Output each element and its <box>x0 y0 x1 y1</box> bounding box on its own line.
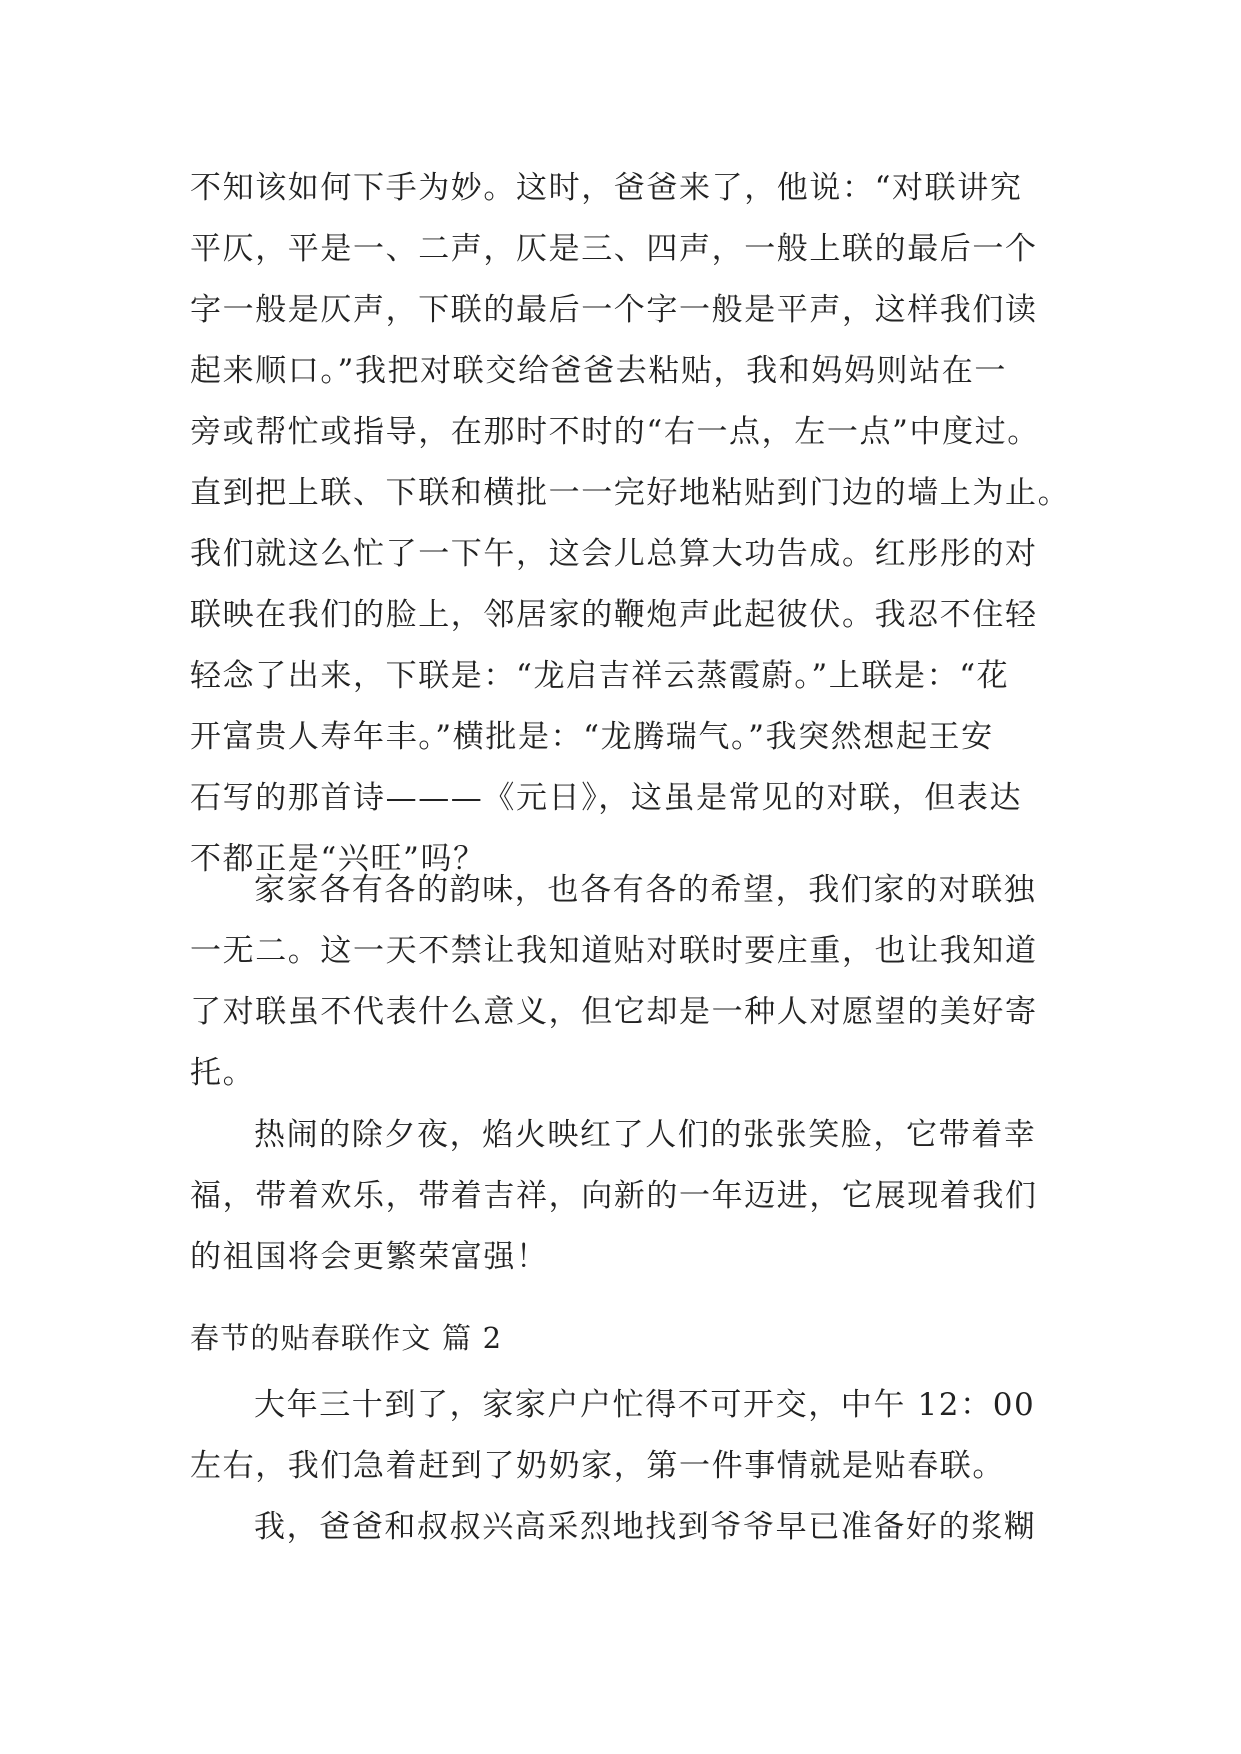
text-line: 直到把上联、下联和横批一一完好地粘贴到门边的墙上为止。 <box>190 475 1071 511</box>
text-line: 我们就这么忙了一下午，这会儿总算大功告成。红彤彤的对 <box>190 536 1038 572</box>
text-line: 托。 <box>190 1055 256 1091</box>
text-line: 联映在我们的脸上，邻居家的鞭炮声此起彼伏。我忍不住轻 <box>190 597 1038 633</box>
text-line: 旁或帮忙或指导，在那时不时的“右一点，左一点”中度过。 <box>190 414 1040 450</box>
text-line: 字一般是仄声，下联的最后一个字一般是平声，这样我们读 <box>190 292 1038 328</box>
text-line: 平仄，平是一、二声，仄是三、四声，一般上联的最后一个 <box>190 231 1038 267</box>
text-line: 我，爸爸和叔叔兴高采烈地找到爷爷早已准备好的浆糊 <box>254 1509 1037 1545</box>
paragraph-continuation <box>190 158 1071 890</box>
paragraph <box>190 860 1050 1104</box>
text-line: 轻念了出来，下联是：“龙启吉祥云蒸霞蔚。”上联是：“花 <box>190 658 1010 694</box>
text-line: 开富贵人寿年丰。”横批是：“龙腾瑞气。”我突然想起王安 <box>190 719 994 755</box>
text-line: 了对联虽不代表什么意义，但它却是一种人对愿望的美好寄 <box>190 994 1038 1030</box>
text-line: 的祖国将会更繁荣富强！ <box>190 1239 549 1275</box>
text-line: 大年三十到了，家家户户忙得不可开交，中午 12：00 <box>254 1387 1036 1423</box>
text-line: 不都正是“兴旺”吗？ <box>190 841 486 877</box>
text-line: 热闹的除夕夜，焰火映红了人们的张张笑脸，它带着幸 <box>254 1117 1037 1153</box>
text-line: 一无二。这一天不禁让我知道贴对联时要庄重，也让我知道 <box>190 933 1038 969</box>
paragraph <box>190 1105 1050 1288</box>
section-heading: 春节的贴春联作文 篇 2 <box>190 1321 503 1355</box>
text-line: 家家各有各的韵味，也各有各的希望，我们家的对联独 <box>254 872 1037 908</box>
text-line: 福，带着欢乐，带着吉祥，向新的一年迈进，它展现着我们 <box>190 1178 1038 1214</box>
text-line: 左右，我们急着赶到了奶奶家，第一件事情就是贴春联。 <box>190 1448 1005 1484</box>
text-line: 不知该如何下手为妙。这时，爸爸来了，他说：“对联讲究 <box>190 170 1023 206</box>
text-line: 石写的那首诗———《元日》，这虽是常见的对联，但表达 <box>190 780 1023 816</box>
text-line: 起来顺口。”我把对联交给爸爸去粘贴，我和妈妈则站在一 <box>190 353 1007 389</box>
paragraph <box>190 1375 1050 1497</box>
paragraph <box>190 1497 1050 1558</box>
